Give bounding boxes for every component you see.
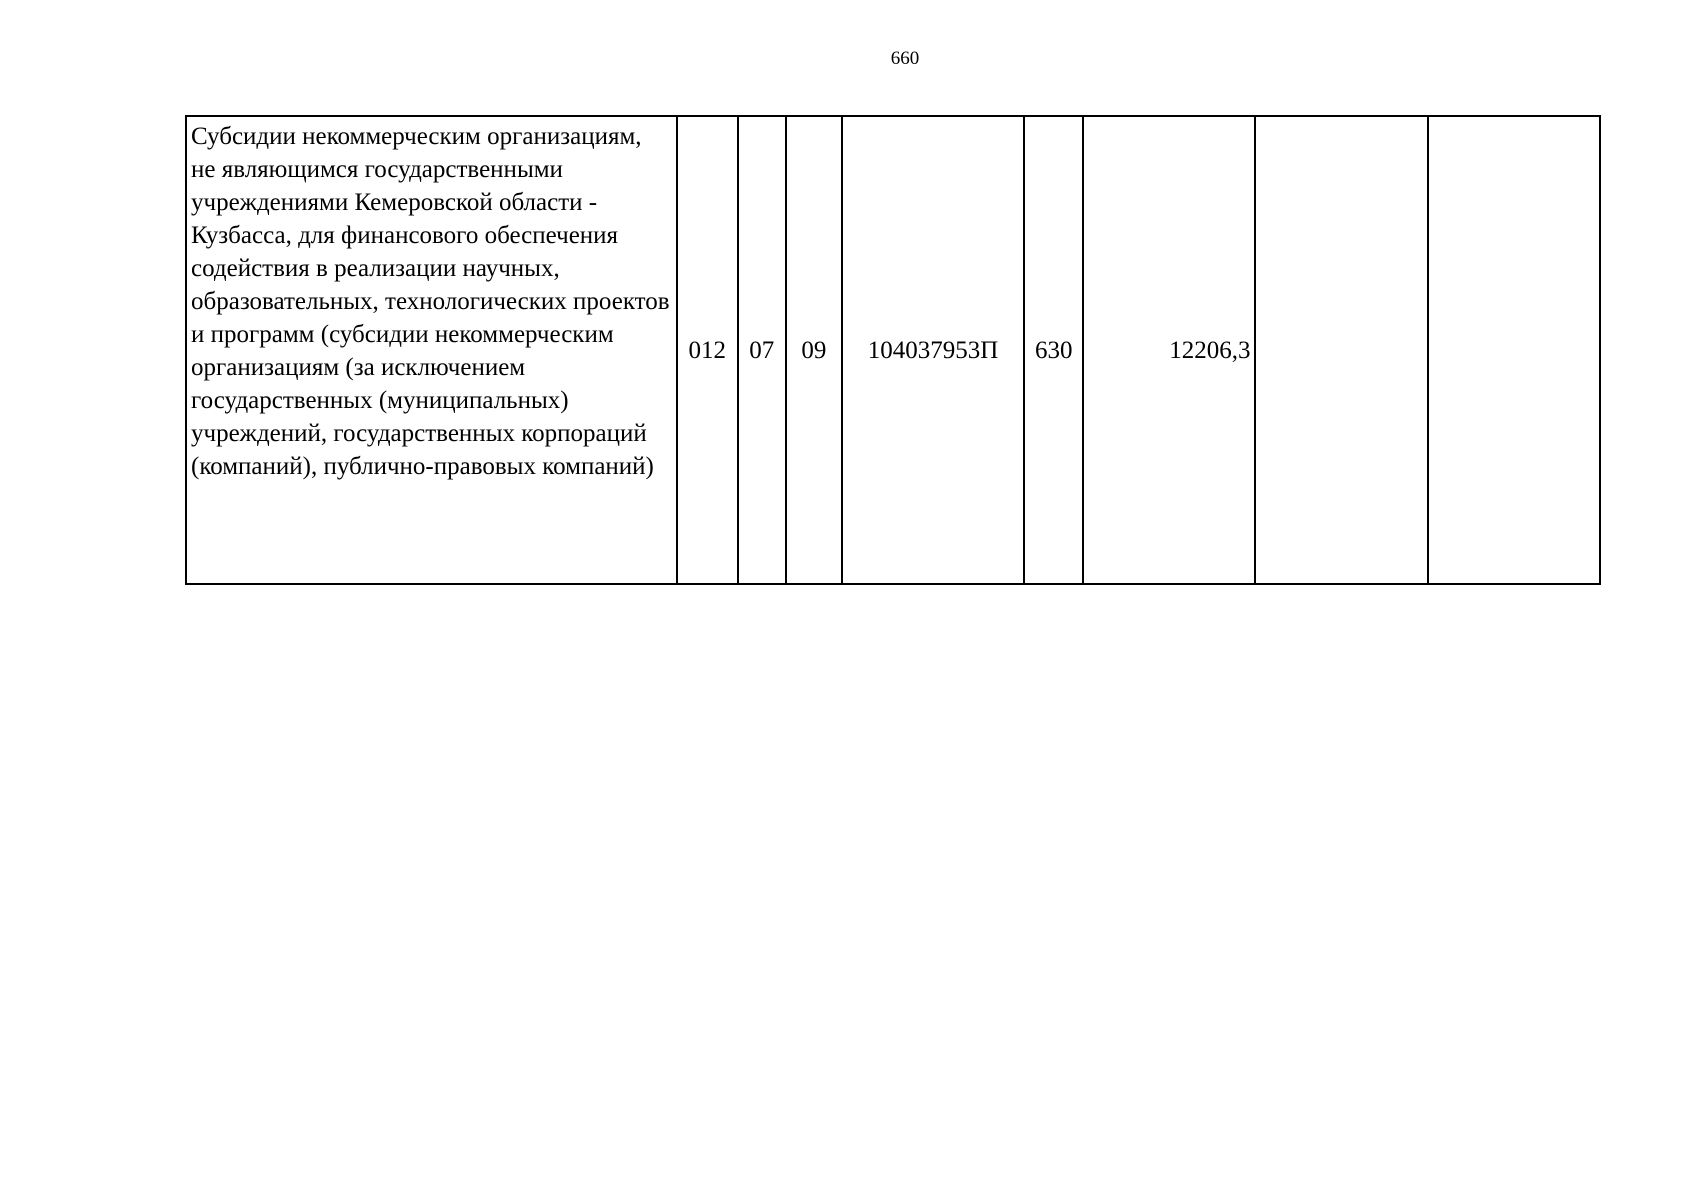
expense-description-cell: Субсидии некоммерческим организациям, не являющимся государственными учреждениями Кемеровской области - Кузбасса, для финансового обеспечения содействия в реализации научных, образовательных, технологических проектов и программ (субсидии некоммерческим организациям (за исключением государственных (муниципальных) учреждений, государственных корпораций (компаний), публично-правовых компаний)	[186, 116, 677, 584]
section-code-cell: 07	[738, 116, 786, 584]
table-row	[186, 116, 1600, 584]
amount-cell: 12206,3	[1083, 116, 1255, 584]
empty-amount-cell	[1255, 116, 1427, 584]
expense-type-cell: 630	[1024, 116, 1083, 584]
page-number: 660	[890, 48, 920, 69]
department-code-cell: 012	[677, 116, 738, 584]
target-article-cell: 104037953П	[842, 116, 1024, 584]
empty-amount-cell	[1428, 116, 1600, 584]
budget-table	[185, 115, 1601, 585]
subsection-code-cell: 09	[786, 116, 842, 584]
